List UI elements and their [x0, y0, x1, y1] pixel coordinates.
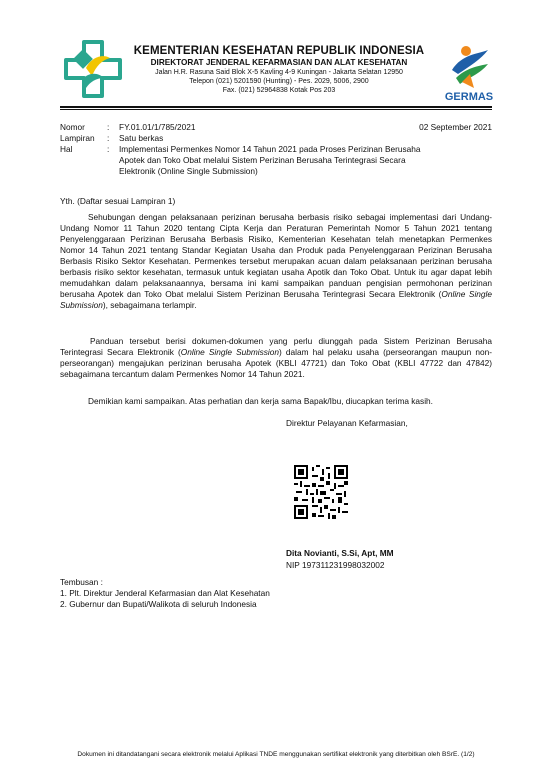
lampiran-value: Satu berkas — [119, 133, 164, 143]
germas-label: GERMAS — [444, 91, 494, 102]
fax: Fax. (021) 52964838 Kotak Pos 203 — [222, 87, 336, 94]
signature-qr-code-icon — [294, 465, 348, 519]
colon: : — [107, 144, 110, 154]
letter-date: 02 September 2021 — [419, 122, 492, 132]
salutation: Yth. (Daftar sesuai Lampiran 1) — [60, 196, 176, 206]
lampiran-label: Lampiran — [60, 133, 95, 143]
ministry-name: KEMENTERIAN KESEHATAN REPUBLIK INDONESIA — [133, 45, 425, 57]
signer-title: Direktur Pelayanan Kefarmasian, — [286, 418, 408, 428]
lampiran-row — [60, 133, 492, 144]
tembusan-item: 1. Plt. Direktur Jenderal Kefarmasian dan Alat Kesehatan — [60, 588, 270, 598]
paragraph-1: Sehubungan dengan pelaksanaan perizinan berusaha berbasis risiko sebagai implementasi dari Undang-Undang Nomor 11 Tahun 2020 tentang Cipta Kerja dan Peraturan Pemerintah Nomor 5 Tahun 2021 tentang Penyelenggaraan Perizinan Berusaha Berbasis Risiko, Kementerian Kesehatan telah menetapkan Permenkes Nomor 14 Tahun 2021 tentang Standar Kegiatan Usaha dan Produk pada Penyelenggaraan Perizinan Berusaha Berbasis Risiko Sektor Kesehatan. Permenkes tersebut merupakan acuan dalam pelaksanaan perizinan berusaha berbasis risiko sektor kesehatan, termasuk untuk kegiatan usaha Apotik dan Toko Obat. Untuk itu agar dapat lebih memudahkan dalam pelaksanaannya, bersama ini kami sampaikan panduan pengisian permohonan perizinan berusaha Apotek dan Toko Obat melalui Sistem Perizinan Berusaha Terintegrasi Secara Elektronik (Online Single Submission), sebagaimana terlampir. — [60, 212, 492, 310]
letterhead-rule — [60, 106, 492, 108]
tembusan-block — [60, 577, 270, 610]
closing-paragraph: Demikian kami sampaikan. Atas perhatian dan kerja sama Bapak/Ibu, diucapkan terima kasih. — [88, 396, 433, 406]
colon: : — [107, 122, 110, 132]
e-signature-footer: Dokumen ini ditandatangani secara elektronik melalui Aplikasi TNDE menggunakan sertifikat elektronik yang diterbitkan oleh BSrE. (1/2) — [77, 751, 475, 758]
kemenkes-logo-icon — [62, 38, 124, 100]
address: Jalan H.R. Rasuna Said Blok X-5 Kavling 4-9 Kuningan - Jakarta Selatan 12950 — [155, 69, 403, 76]
germas-logo-icon — [444, 44, 494, 102]
hal-row — [60, 144, 492, 177]
phone: Telepon (021) 5201590 (Hunting) - Pes. 2029, 5006, 2900 — [189, 78, 369, 85]
letterhead — [128, 45, 430, 95]
hal-label: Hal — [60, 144, 73, 154]
signer-name: Dita Novianti, S.Si, Apt, MM — [286, 548, 394, 558]
nomor-value: FY.01.01/1/785/2021 — [119, 122, 196, 132]
colon: : — [107, 133, 110, 143]
tembusan-item: 2. Gubernur dan Bupati/Walikota di seluruh Indonesia — [60, 599, 257, 609]
letter-meta — [60, 122, 492, 177]
hal-value: Implementasi Permenkes Nomor 14 Tahun 2021 pada Proses Perizinan Berusaha Apotek dan Toko Obat melalui Sistem Perizinan Berusaha Terintegrasi Secara Elektronik (Online Single Submission) — [119, 144, 421, 176]
letterhead-rule-thin — [60, 109, 492, 110]
tembusan-heading: Tembusan : — [60, 577, 103, 587]
directorate-name: DIREKTORAT JENDERAL KEFARMASIAN DAN ALAT KESEHATAN — [150, 58, 408, 67]
nomor-label: Nomor — [60, 122, 85, 132]
paragraph-2: Panduan tersebut berisi dokumen-dokumen yang perlu diunggah pada Sistem Perizinan Berusaha Terintegrasi Secara Elektronik (Online Single Submission) dalam hal pelaku usaha (perseorangan maupun non-perseorangan) mengajukan perizinan berusaha Apotek (KBLI 47721) dan Toko Obat (KBLI 47722 dan 47842) sebagaimana tercantum dalam Permenkes Nomor 14 Tahun 2021. — [60, 336, 493, 379]
signer-nip: NIP 197311231998032002 — [286, 560, 385, 570]
